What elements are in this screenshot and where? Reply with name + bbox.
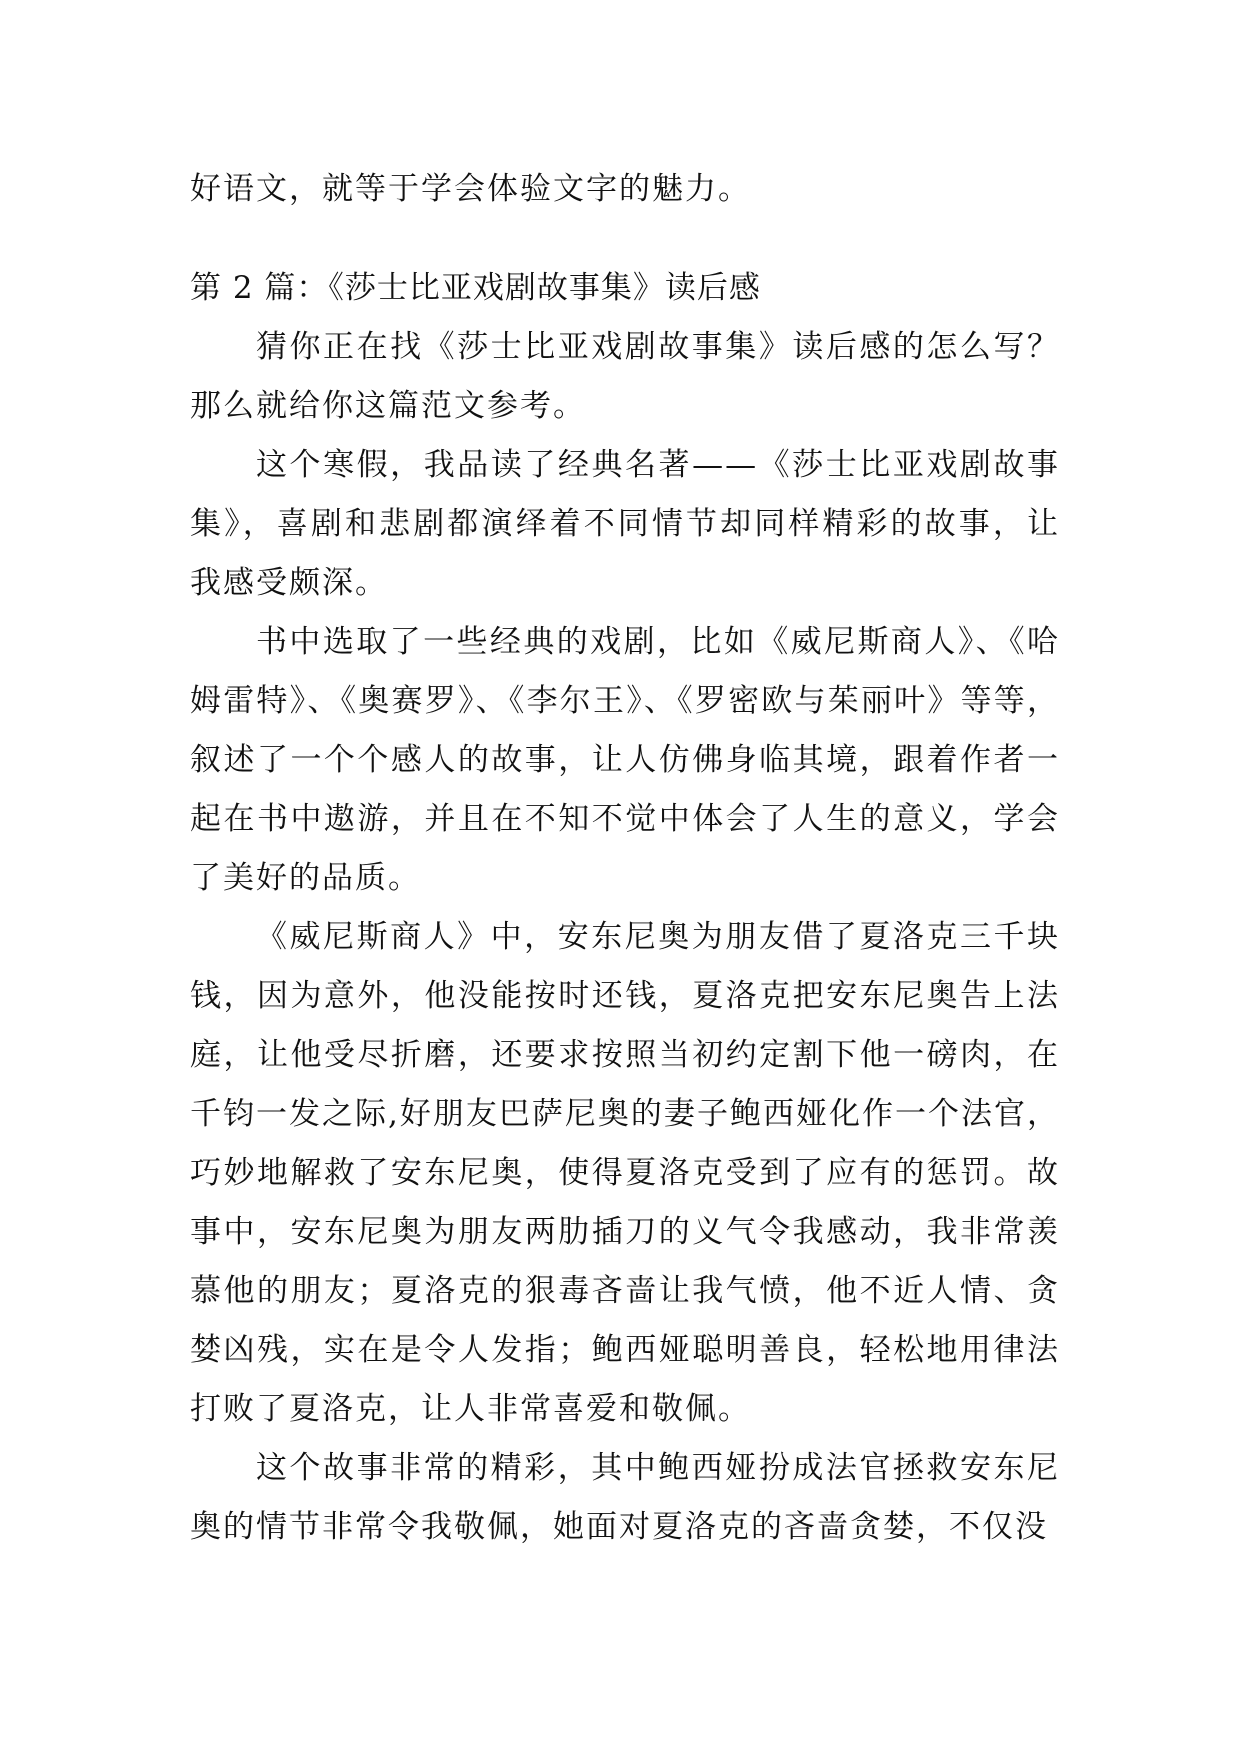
paragraph-4: 《威尼斯商人》中，安东尼奥为朋友借了夏洛克三千块钱，因为意外，他没能按时还钱，夏洛克把安东尼奥告上法庭，让他受尽折磨，还要求按照当初约定割下他一磅肉，在千钧一发之际,好朋友巴萨尼奥的妻子鲍西娅化作一个法官，巧妙地解救了安东尼奥，使得夏洛克受到了应有的惩罚。故事中，安东尼奥为朋友两肋插刀的义气令我感动，我非常羡慕他的朋友；夏洛克的狠毒吝啬让我气愤，他不近人情、贪婪凶残，实在是令人发指；鲍西娅聪明善良，轻松地用律法打败了夏洛克，让人非常喜爱和敬佩。 — [190, 919, 1060, 1427]
paragraph-3: 书中选取了一些经典的戏剧，比如《威尼斯商人》、《哈姆雷特》、《奥赛罗》、《李尔王》、《罗密欧与茱丽叶》等等，叙述了一个个感人的故事，让人仿佛身临其境，跟着作者一起在书中遨游，并且在不知不觉中体会了人生的意义，学会了美好的品质。 — [190, 624, 1060, 896]
section-gap — [190, 219, 1060, 259]
continuation-text: 好语文，就等于学会体验文字的魅力。 — [190, 171, 751, 207]
article-heading: 第 2 篇：《莎士比亚戏剧故事集》读后感 — [190, 270, 761, 306]
paragraph-2: 这个寒假，我品读了经典名著——《莎士比亚戏剧故事集》，喜剧和悲剧都演绎着不同情节却同样精彩的故事，让我感受颇深。 — [190, 447, 1060, 601]
document-page — [190, 160, 1060, 1557]
paragraph-1: 猜你正在找《莎士比亚戏剧故事集》读后感的怎么写？那么就给你这篇范文参考。 — [190, 329, 1060, 424]
paragraph-5: 这个故事非常的精彩，其中鲍西娅扮成法官拯救安东尼奥的情节非常令我敬佩，她面对夏洛克的吝啬贪婪，不仅没 — [190, 1450, 1060, 1545]
